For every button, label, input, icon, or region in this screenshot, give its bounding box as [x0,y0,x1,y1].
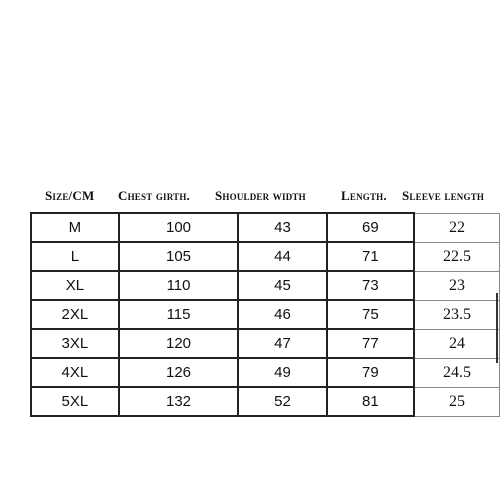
header-length: Length. [341,188,387,203]
cell-length: 75 [327,300,414,329]
cell-length: 71 [327,242,414,271]
size-table-body [31,213,500,416]
cell-chest-girth: 120 [119,329,239,358]
cell-shoulder-width: 45 [238,271,326,300]
table-row [31,242,500,271]
cell-length: 69 [327,213,414,242]
cell-sleeve-length: 23 [414,271,499,300]
cell-size: 2XL [31,300,119,329]
cell-chest-girth: 105 [119,242,239,271]
cell-shoulder-width: 52 [238,387,326,416]
cell-chest-girth: 100 [119,213,239,242]
header-sleeve-length: Sleeve length [402,188,485,203]
cell-length: 77 [327,329,414,358]
cell-size: M [31,213,119,242]
cell-length: 79 [327,358,414,387]
table-row [31,387,500,416]
cell-chest-girth: 115 [119,300,239,329]
table-row [31,358,500,387]
cell-shoulder-width: 47 [238,329,326,358]
cell-length: 81 [327,387,414,416]
cell-size: XL [31,271,119,300]
table-row [31,300,500,329]
cell-chest-girth: 132 [119,387,239,416]
cell-sleeve-length: 24 [414,329,499,358]
cell-sleeve-length: 24.5 [414,358,499,387]
cell-shoulder-width: 44 [238,242,326,271]
cell-size: 4XL [31,358,119,387]
table-row [31,271,500,300]
cell-sleeve-length: 25 [414,387,499,416]
cell-sleeve-length: 22 [414,213,499,242]
cell-length: 73 [327,271,414,300]
cell-shoulder-width: 43 [238,213,326,242]
header-shoulder-width: Shoulder width [215,188,306,203]
cell-shoulder-width: 46 [238,300,326,329]
cell-sleeve-length: 22.5 [414,242,499,271]
cell-chest-girth: 126 [119,358,239,387]
header-chest-girth: Chest girth. [118,188,190,203]
size-table-header [0,188,500,210]
cell-size: 3XL [31,329,119,358]
cell-size: 5XL [31,387,119,416]
cropped-table-edge [496,293,498,363]
cell-shoulder-width: 49 [238,358,326,387]
cell-sleeve-length: 23.5 [414,300,499,329]
header-size: Size/CM [45,188,95,203]
cell-size: L [31,242,119,271]
table-row [31,213,500,242]
table-row [31,329,500,358]
cell-chest-girth: 110 [119,271,239,300]
size-table [30,212,500,417]
